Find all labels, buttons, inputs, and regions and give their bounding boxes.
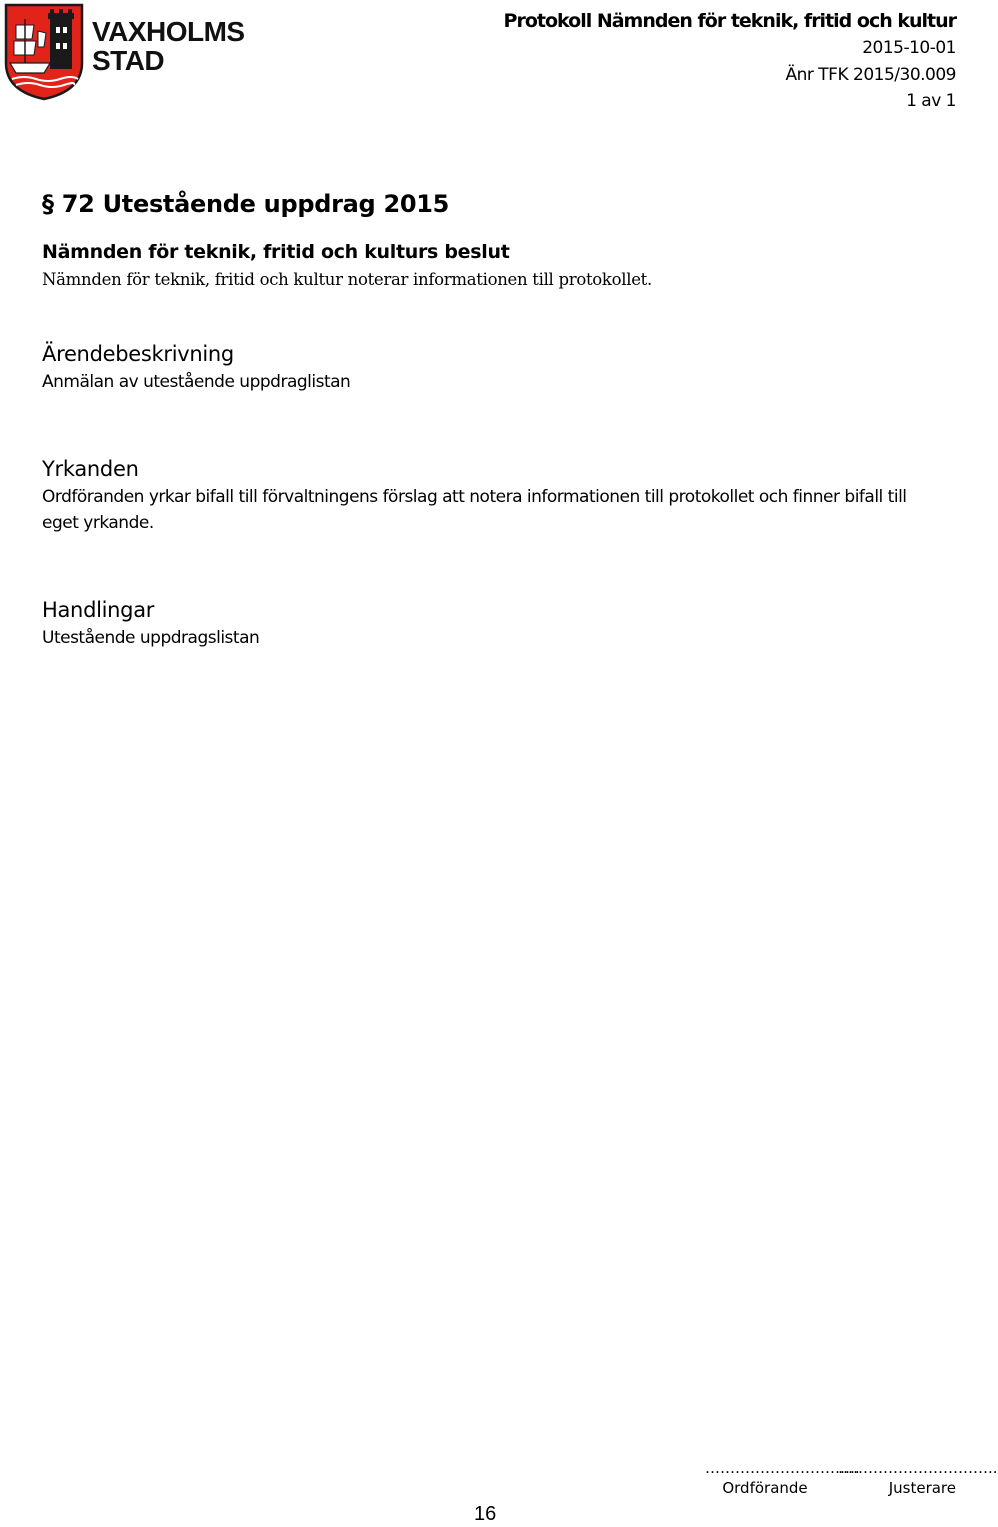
chair-label: Ordförande bbox=[722, 1479, 808, 1497]
logo-line-1: VAXHOLMS bbox=[92, 16, 245, 47]
motions-heading: Yrkanden bbox=[42, 456, 139, 481]
case-number: Änr TFK 2015/30.009 bbox=[785, 64, 956, 85]
decision-text: Nämnden för teknik, fritid och kultur noterar informationen till protokollet. bbox=[42, 270, 652, 289]
description-block bbox=[42, 339, 932, 396]
vaxholm-logo bbox=[4, 3, 254, 103]
section-title: § 72 Utestående uppdrag 2015 bbox=[42, 190, 450, 218]
documents-text: Utestående uppdragslistan bbox=[42, 627, 260, 648]
decision-heading: Nämnden för teknik, fritid och kulturs beslut bbox=[42, 241, 510, 263]
document-header bbox=[504, 8, 956, 115]
description-heading: Ärendebeskrivning bbox=[42, 342, 234, 366]
protocol-title: Protokoll Nämnden för teknik, fritid och kultur bbox=[503, 10, 956, 32]
description-text: Anmälan av utestående uppdraglistan bbox=[42, 372, 351, 392]
documents-block bbox=[42, 595, 932, 652]
logo-wordmark bbox=[92, 17, 245, 75]
chair-signature-line: …………………………. bbox=[705, 1459, 860, 1477]
protocol-date: 2015-10-01 bbox=[862, 38, 956, 58]
page-count: 1 av 1 bbox=[906, 91, 956, 111]
motions-text: Ordföranden yrkar bifall till förvaltningens förslag att notera informationen till protokollet och finner bifall till eget yrkande. bbox=[42, 486, 907, 533]
document-body bbox=[42, 184, 932, 651]
page-number: 16 bbox=[474, 1503, 497, 1525]
documents-heading: Handlingar bbox=[42, 597, 155, 622]
adjuster-label: Justerare bbox=[888, 1479, 956, 1497]
chair-signature bbox=[705, 1458, 860, 1498]
logo-line-2: STAD bbox=[92, 45, 165, 76]
motions-block bbox=[42, 454, 932, 537]
ship-fortress-crest-icon bbox=[4, 3, 84, 101]
adjuster-signature-line: ………………………….. bbox=[838, 1459, 998, 1477]
adjuster-signature bbox=[838, 1458, 998, 1498]
